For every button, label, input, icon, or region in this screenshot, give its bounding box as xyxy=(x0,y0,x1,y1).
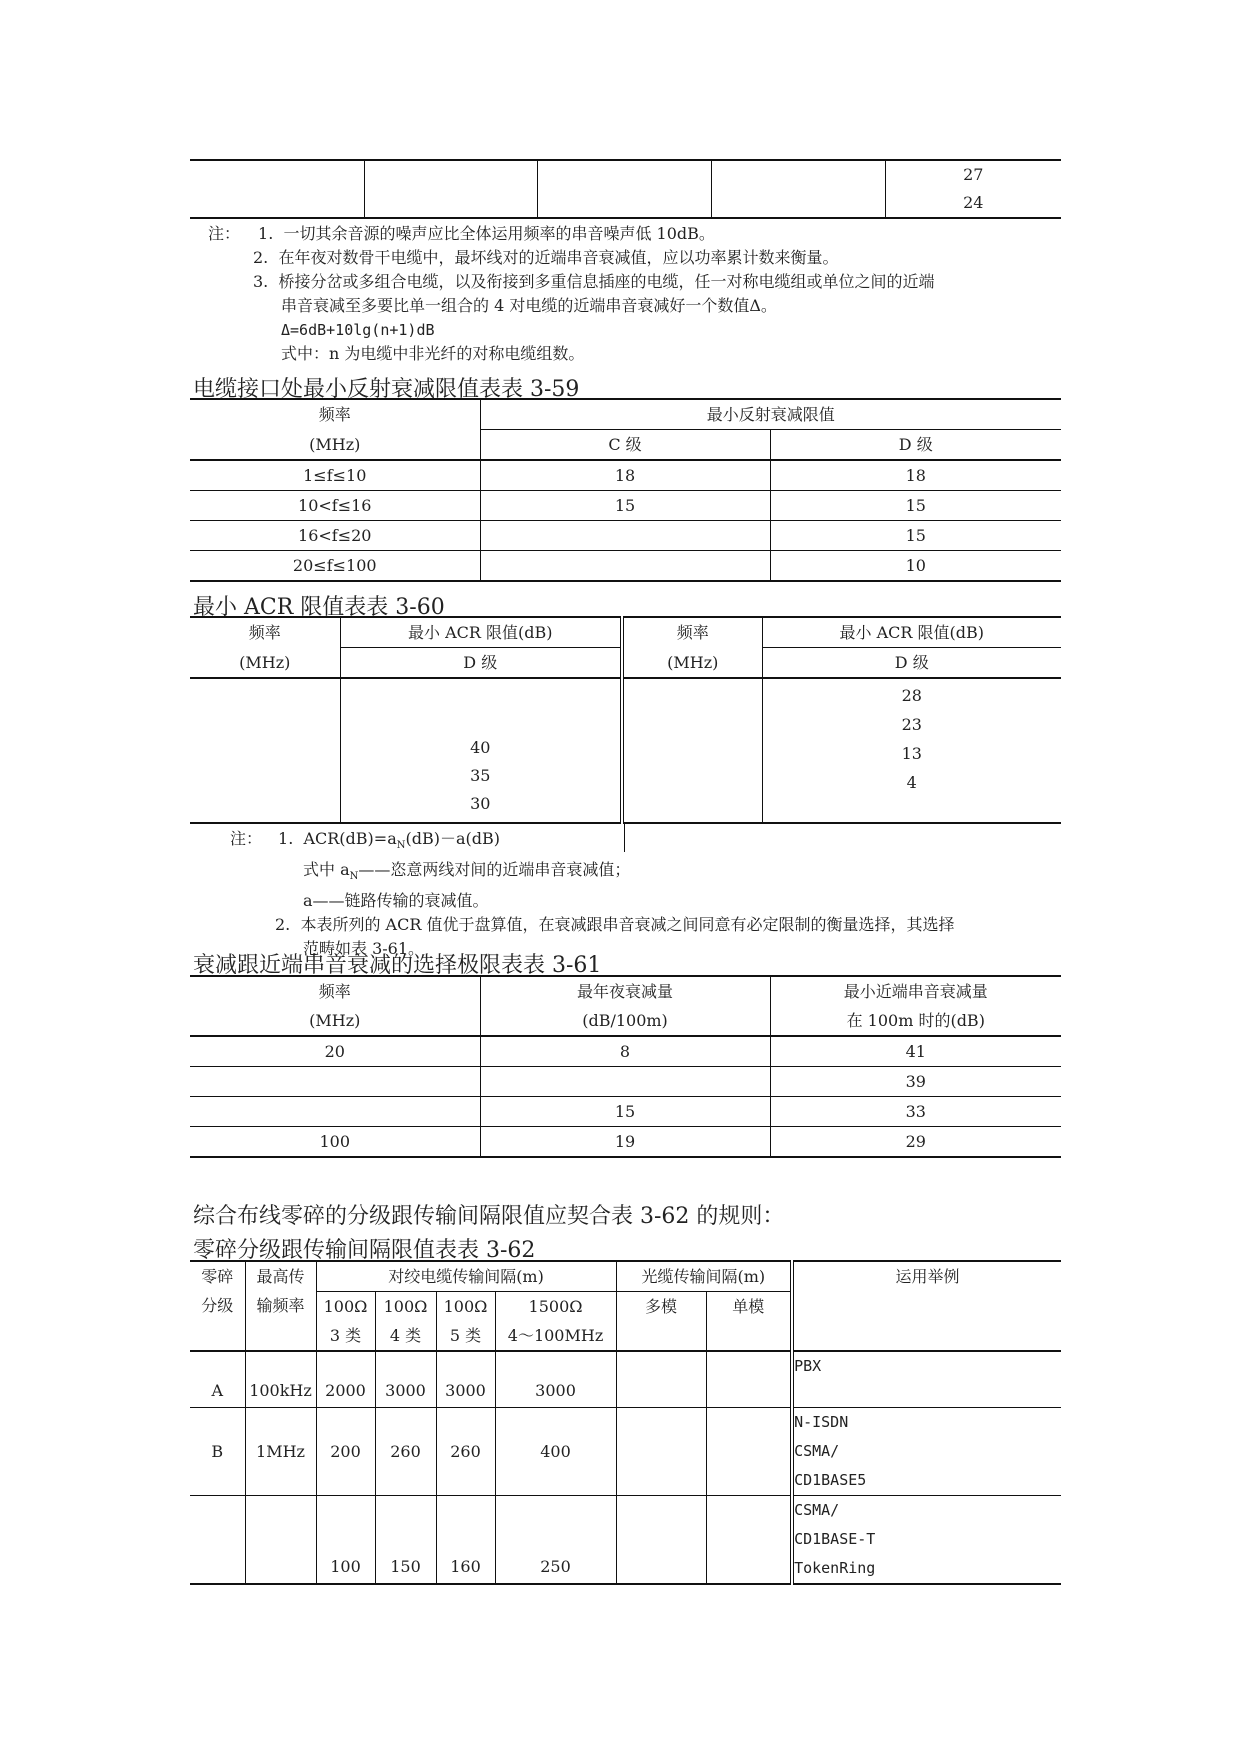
cell-empty xyxy=(616,1351,706,1407)
header-text: 零碎 xyxy=(201,1267,234,1286)
cell-att: 8 xyxy=(480,1036,770,1067)
header-fiber: 光缆传输间隔(m) xyxy=(616,1261,792,1292)
header-sub: 3 类 xyxy=(316,1321,375,1351)
table-row xyxy=(190,1495,1061,1584)
cell-acr-right xyxy=(762,678,1061,823)
table-3-61 xyxy=(190,975,1061,1158)
header-sub: 100Ω xyxy=(316,1292,375,1322)
header-app: 运用举例 xyxy=(792,1261,1061,1351)
header-sub: 4～100MHz xyxy=(495,1321,616,1351)
header-sub: 100Ω xyxy=(436,1292,495,1322)
header-group: 最小反射衰减限值 xyxy=(480,399,1061,430)
cell-value: 3000 xyxy=(495,1351,616,1407)
header-freq: 频率 xyxy=(190,399,480,430)
top-value: 24 xyxy=(963,193,984,212)
cell-c: 18 xyxy=(480,460,770,491)
value: 40 xyxy=(470,738,491,757)
header-sub: 1500Ω xyxy=(495,1292,616,1322)
note-text: 范畴如表 3-61。 xyxy=(303,939,425,959)
table-3-59 xyxy=(190,398,1061,582)
cell-empty xyxy=(706,1495,792,1584)
header-d: D 级 xyxy=(770,430,1061,461)
header-twisted: 对绞电缆传输间隔(m) xyxy=(316,1261,616,1292)
note-text: a——链路传输的衰减值。 xyxy=(303,891,489,911)
header-acr: 最小 ACR 限值(dB) xyxy=(762,617,1061,648)
note-prefix: 注： xyxy=(208,224,241,243)
cell-next: 39 xyxy=(770,1067,1061,1097)
header-next-unit: 在 100m 时的(dB) xyxy=(770,1006,1061,1036)
header-unit: (MHz) xyxy=(190,430,480,461)
header-text: 最高传 xyxy=(256,1267,305,1286)
value: 13 xyxy=(901,744,922,763)
note-text: 桥接分岔或多组合电缆，以及衔接到多重信息插座的电缆，任一对称电缆组或单位之间的近端 xyxy=(278,272,935,291)
table-3-62 xyxy=(190,1260,1061,1585)
cell-freq: 100 xyxy=(190,1127,480,1158)
table-row xyxy=(190,551,1061,582)
cell-freq xyxy=(190,1097,480,1127)
cell-empty xyxy=(190,678,340,823)
cell-next: 29 xyxy=(770,1127,1061,1158)
value: 30 xyxy=(470,794,491,813)
app-item: N-ISDN xyxy=(794,1412,849,1431)
cell-freq: 20≤f≤100 xyxy=(190,551,480,582)
cell-app xyxy=(792,1495,1061,1584)
cell-value: 2000 xyxy=(316,1351,375,1407)
cell-value: 160 xyxy=(436,1495,495,1584)
cell-class: B xyxy=(190,1407,245,1495)
cell-freq: 1≤f≤10 xyxy=(190,460,480,491)
top-cell-3 xyxy=(537,160,711,218)
cell-empty xyxy=(706,1351,792,1407)
note-sub: N xyxy=(349,871,359,883)
app-item: PBX xyxy=(794,1357,822,1375)
app-item: TokenRing xyxy=(794,1558,876,1577)
note-num: 1. xyxy=(278,829,294,848)
cell-value: 260 xyxy=(375,1407,436,1495)
top-table-fragment xyxy=(190,159,1061,219)
cell-class: A xyxy=(190,1351,245,1407)
table-row xyxy=(190,1351,1061,1407)
cell-d: 15 xyxy=(770,521,1061,551)
table-row xyxy=(190,1127,1061,1158)
header-d: D 级 xyxy=(762,648,1061,679)
header-acr: 最小 ACR 限值(dB) xyxy=(340,617,622,648)
cell-freq xyxy=(245,1495,316,1584)
header-sub: 4 类 xyxy=(375,1321,436,1351)
header-freq: 频率 xyxy=(622,617,762,648)
cell-value: 200 xyxy=(316,1407,375,1495)
value: 23 xyxy=(901,715,922,734)
header-freq: 频率 xyxy=(190,976,480,1006)
note-sub: N xyxy=(396,840,406,852)
table-row xyxy=(190,1407,1061,1495)
note-num: 1. xyxy=(258,224,274,243)
formula: Δ=6dB+10lg(n+1)dB xyxy=(281,321,435,339)
cell-freq: 10<f≤16 xyxy=(190,491,480,521)
note-text: 在年夜对数骨干电缆中，最坏线对的近端串音衰减值，应以功率累计数来衡量。 xyxy=(278,248,839,267)
note-text: 本表所列的 ACR 值优于盘算值，在衰减跟串音衰减之间同意有必定限制的衡量选择，其选择 xyxy=(300,915,955,935)
table-3-60 xyxy=(190,616,1061,824)
table-row xyxy=(190,521,1061,551)
note-text: 一切其余音源的噪声应比全体运用频率的串音噪声低 10dB。 xyxy=(283,224,715,243)
cell-empty xyxy=(706,1407,792,1495)
note-prefix: 注： xyxy=(230,829,263,848)
note-text: ——恣意两线对间的近端串音衰减值； xyxy=(358,860,631,880)
table-row xyxy=(190,491,1061,521)
cell-c xyxy=(480,521,770,551)
note-text: 式中 a xyxy=(303,860,350,880)
cell-app xyxy=(792,1407,1061,1495)
table-row xyxy=(190,1067,1061,1097)
app-item: CSMA/ xyxy=(794,1441,840,1460)
cell-empty xyxy=(622,678,762,823)
header-freq: 频率 xyxy=(190,617,340,648)
header-sub: 100Ω xyxy=(375,1292,436,1322)
header-sub: 5 类 xyxy=(436,1321,495,1351)
value: 4 xyxy=(906,773,917,792)
cell-acr-left xyxy=(340,678,622,823)
cell-c xyxy=(480,551,770,582)
note-num: 2. xyxy=(275,915,291,935)
note-text: (dB)－a(dB) xyxy=(405,829,500,848)
top-cell-2 xyxy=(364,160,537,218)
cell-freq: 1MHz xyxy=(245,1407,316,1495)
cell-value: 100 xyxy=(316,1495,375,1584)
header-d: D 级 xyxy=(340,648,622,679)
top-value: 27 xyxy=(963,165,984,184)
table-3-59-title: 电缆接口处最小反射衰减限值表表 3-59 xyxy=(193,377,580,402)
cell-att: 19 xyxy=(480,1127,770,1158)
cell-value: 260 xyxy=(436,1407,495,1495)
cell-value: 3000 xyxy=(436,1351,495,1407)
app-item: CSMA/ xyxy=(794,1500,840,1519)
cell-value: 150 xyxy=(375,1495,436,1584)
table-row xyxy=(190,1036,1061,1067)
note-text: ACR(dB)=a xyxy=(303,829,397,848)
paragraph: 综合布线零碎的分级跟传输间隔限值应契合表 3-62 的规则： xyxy=(193,1204,785,1229)
cell-app xyxy=(792,1351,1061,1407)
cell-empty xyxy=(616,1495,706,1584)
cell-c: 15 xyxy=(480,491,770,521)
header-multi: 多模 xyxy=(616,1292,706,1352)
app-item: CD1BASE-T xyxy=(794,1529,876,1548)
header-text: 输频率 xyxy=(256,1296,305,1315)
cell-class xyxy=(190,1495,245,1584)
cell-att: 15 xyxy=(480,1097,770,1127)
value: 35 xyxy=(470,766,491,785)
header-unit: (MHz) xyxy=(190,648,340,679)
header-att: 最年夜衰减量 xyxy=(480,976,770,1006)
value: 28 xyxy=(901,686,922,705)
top-cell-4 xyxy=(711,160,885,218)
header-c: C 级 xyxy=(480,430,770,461)
header-att-unit: (dB/100m) xyxy=(480,1006,770,1036)
table-row xyxy=(190,1097,1061,1127)
cell-empty xyxy=(616,1407,706,1495)
cell-d: 15 xyxy=(770,491,1061,521)
cell-value: 250 xyxy=(495,1495,616,1584)
cell-next: 41 xyxy=(770,1036,1061,1067)
note-num: 3. xyxy=(253,272,269,291)
cell-d: 10 xyxy=(770,551,1061,582)
cell-value: 3000 xyxy=(375,1351,436,1407)
header-class xyxy=(190,1261,245,1351)
table-row xyxy=(190,678,1061,823)
cell-d: 18 xyxy=(770,460,1061,491)
header-unit: (MHz) xyxy=(190,1006,480,1036)
note-text: 串音衰减至多要比单一组合的 4 对电缆的近端串音衰减好一个数值Δ。 xyxy=(281,296,777,315)
cell-att xyxy=(480,1067,770,1097)
note-num: 2. xyxy=(253,248,269,267)
table-3-60-title: 最小 ACR 限值表表 3-60 xyxy=(193,595,445,620)
table-3-62-title: 零碎分级跟传输间隔限值表表 3-62 xyxy=(193,1238,536,1263)
notes-block-2 xyxy=(230,827,954,961)
table-row xyxy=(190,460,1061,491)
cell-freq: 16<f≤20 xyxy=(190,521,480,551)
app-item: CD1BASE5 xyxy=(794,1470,867,1489)
header-freq xyxy=(245,1261,316,1351)
cell-value: 400 xyxy=(495,1407,616,1495)
cell-freq: 100kHz xyxy=(245,1351,316,1407)
cell-next: 33 xyxy=(770,1097,1061,1127)
header-unit: (MHz) xyxy=(622,648,762,679)
header-single: 单模 xyxy=(706,1292,792,1352)
notes-block-1 xyxy=(208,222,934,366)
top-cell-1 xyxy=(190,160,364,218)
cell-freq: 20 xyxy=(190,1036,480,1067)
header-text: 分级 xyxy=(201,1296,234,1315)
note-text: 式中：n 为电缆中非光纤的对称电缆组数。 xyxy=(281,344,585,363)
table-3-61-title: 衰减跟近端串音衰减的选择极限表表 3-61 xyxy=(193,953,602,978)
top-cell-5 xyxy=(885,160,1061,218)
header-next: 最小近端串音衰减量 xyxy=(770,976,1061,1006)
cell-freq xyxy=(190,1067,480,1097)
